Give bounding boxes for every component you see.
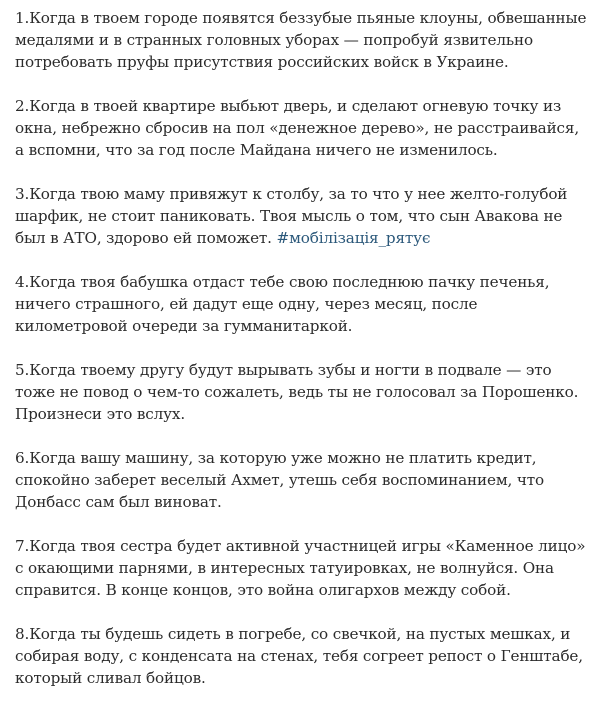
hashtag-link[interactable]: #мобілізація_рятує	[276, 229, 431, 247]
paragraph-7	[15, 535, 591, 601]
paragraph-4	[15, 271, 591, 337]
paragraph-2	[15, 95, 591, 161]
paragraph-5	[15, 359, 591, 425]
paragraph-8	[15, 623, 591, 689]
paragraph-text: 6.Когда вашу машину, за которую уже можно не платить кредит, спокойно заберет веселый Ахмет, утешь себя воспоминанием, что Донбасс сам был виноват.	[15, 449, 544, 511]
post-body	[15, 7, 591, 711]
paragraph-3	[15, 183, 591, 249]
paragraph-text: 7.Когда твоя сестра будет активной участницей игры «Каменное лицо» с окающими парнями, в интересных татуировках, не волнуйся. Она справится. В конце концов, это война олигархов между собой.	[15, 537, 586, 599]
paragraph-text: 5.Когда твоему другу будут вырывать зубы и ногти в подвале — это тоже не повод о чем-то сожалеть, ведь ты не голосовал за Порошенко. Произнеси это вслух.	[15, 361, 579, 423]
paragraph-text: 4.Когда твоя бабушка отдаст тебе свою последнюю пачку печенья, ничего страшного, ей дадут еще одну, через месяц, после километровой очереди за гумманитаркой.	[15, 273, 550, 335]
paragraph-text: 2.Когда в твоей квартире выбьют дверь, и сделают огневую точку из окна, небрежно сбросив на пол «денежное дерево», не расстраивайся, а вспомни, что за год после Майдана ничего не изменилось.	[15, 97, 580, 159]
paragraph-text: 8.Когда ты будешь сидеть в погребе, со свечкой, на пустых мешках, и собирая воду, с конденсата на стенах, тебя согреет репост о Генштабе, который сливал бойцов.	[15, 625, 583, 687]
paragraph-text: 1.Когда в твоем городе появятся беззубые пьяные клоуны, обвешанные медалями и в странных головных уборах — попробуй язвительно потребовать пруфы присутствия российских войск в Украине.	[15, 9, 587, 71]
paragraph-text: 3.Когда твою маму привяжут к столбу, за то что у нее желто-голубой шарфик, не стоит паниковать. Твоя мысль о том, что сын Авакова не был в АТО, здорово ей поможет.	[15, 185, 568, 247]
paragraph-6	[15, 447, 591, 513]
paragraph-1	[15, 7, 591, 73]
